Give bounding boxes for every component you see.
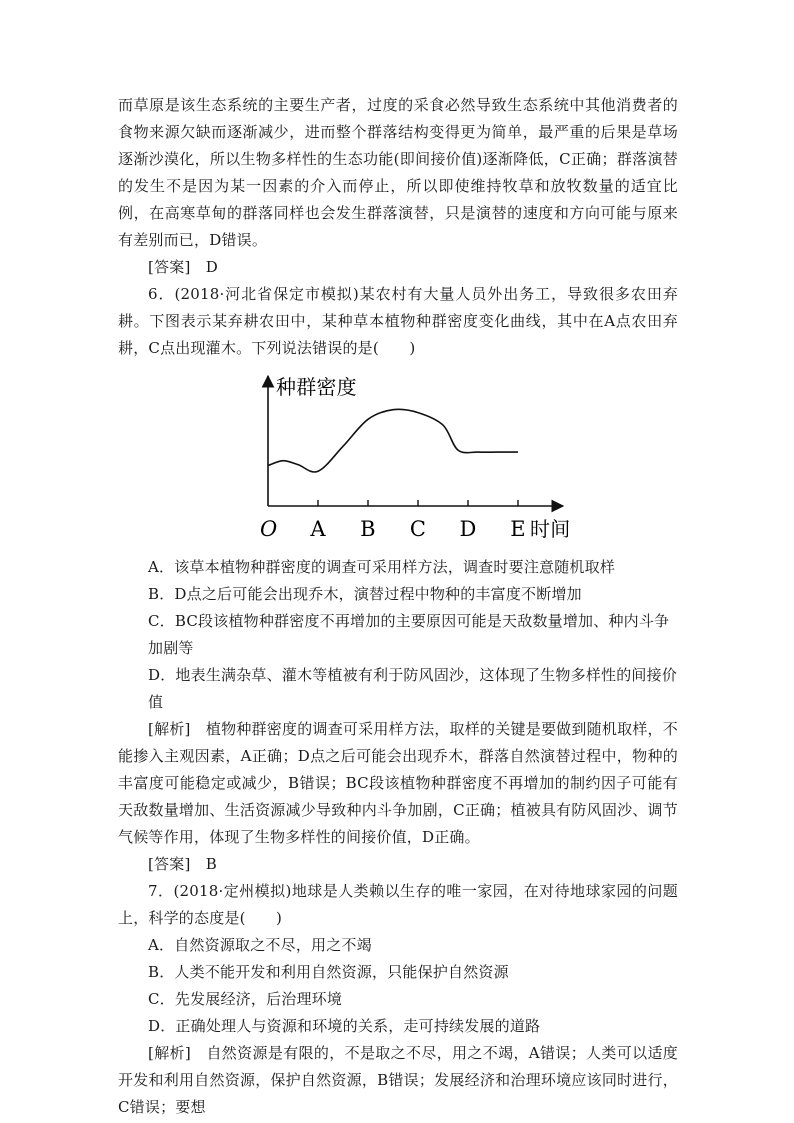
y-axis-label: 种群密度 <box>276 375 357 399</box>
page-content <box>118 92 678 1121</box>
origin-label: O <box>260 517 278 541</box>
x-tick-label-a: A <box>310 517 326 541</box>
q6-stem: 6．(2018·河北省保定市模拟)某农村有大量人员外出务工，导致很多农田弃耕。下图表示某弃耕农田中，某种草本植物种群密度变化曲线，其中在A点农田弃耕，C点出现灌木。下列说法错误的是( ) <box>118 285 678 357</box>
q7-analysis: [解析] 自然资源是有限的，不是取之不尽，用之不竭，A错误；人类可以适度开发和利用自然资源，保护自然资源，B错误；发展经济和治理环境应该同时进行，C错误；要想 <box>118 1044 678 1116</box>
q5-analysis-continuation: 而草原是该生态系统的主要生产者，过度的采食必然导致生态系统中其他消费者的食物来源欠缺而逐渐减少，进而整个群落结构变得更为简单，最严重的后果是草场逐渐沙漠化，所以生物多样性的生态功能(即间接价值)逐渐降低，C正确；群落演替的发生不是因为某一因素的介入而停止，所以即使维持牧草和放牧数量的适宜比例，在高寒草甸的群落同样也会发生群落演替，只是演替的速度和方向可能与原来有差别而已，D错误。 <box>118 96 678 249</box>
q7-option-b: B．人类不能开发和利用自然资源，只能保护自然资源 <box>148 963 509 981</box>
q6-option-c: C．BC段该植物种群密度不再增加的主要原因可能是天敌数量增加、种内斗争加剧等 <box>148 612 670 657</box>
q5-answer: [答案] D <box>148 258 218 276</box>
q7-option-a: A．自然资源取之不尽，用之不竭 <box>148 936 372 954</box>
chart-svg <box>118 368 678 546</box>
x-tick-label-b: B <box>360 517 376 541</box>
q7-stem: 7．(2018·定州模拟)地球是人类赖以生存的唯一家园，在对待地球家园的问题上，科学的态度是( ) <box>118 882 678 927</box>
x-axis-label: 时间 <box>530 517 571 541</box>
density-curve <box>268 409 518 472</box>
x-tick-label-e: E <box>510 517 526 541</box>
population-density-chart <box>118 368 678 546</box>
q6-options <box>118 554 678 716</box>
q7-option-c: C．先发展经济，后治理环境 <box>148 990 343 1008</box>
q7-option-d: D．正确处理人与资源和环境的关系，走可持续发展的道路 <box>148 1017 541 1035</box>
q6-analysis: [解析] 植物种群密度的调查可采用样方法，取样的关键是要做到随机取样，不能掺入主观因素，A正确；D点之后可能会出现乔木，群落自然演替过程中，物种的丰富度可能稳定或减少，B错误；BC段该植物种群密度不再增加的制约因子可能有天敌数量增加、生活资源减少导致种内斗争加剧，C正确；植被具有防风固沙、调节气候等作用，体现了生物多样性的间接价值，D正确。 <box>118 720 678 846</box>
q7-options <box>118 932 678 1040</box>
q6-option-a: A．该草本植物种群密度的调查可采用样方法，调查时要注意随机取样 <box>148 558 616 576</box>
x-tick-label-c: C <box>409 517 427 541</box>
q6-option-d: D．地表生满杂草、灌木等植被有利于防风固沙，这体现了生物多样性的间接价值 <box>148 666 678 711</box>
q6-answer: [答案] B <box>148 855 217 873</box>
q6-option-b: B．D点之后可能会出现乔木，演替过程中物种的丰富度不断增加 <box>148 585 582 603</box>
x-tick-label-d: D <box>459 517 477 541</box>
